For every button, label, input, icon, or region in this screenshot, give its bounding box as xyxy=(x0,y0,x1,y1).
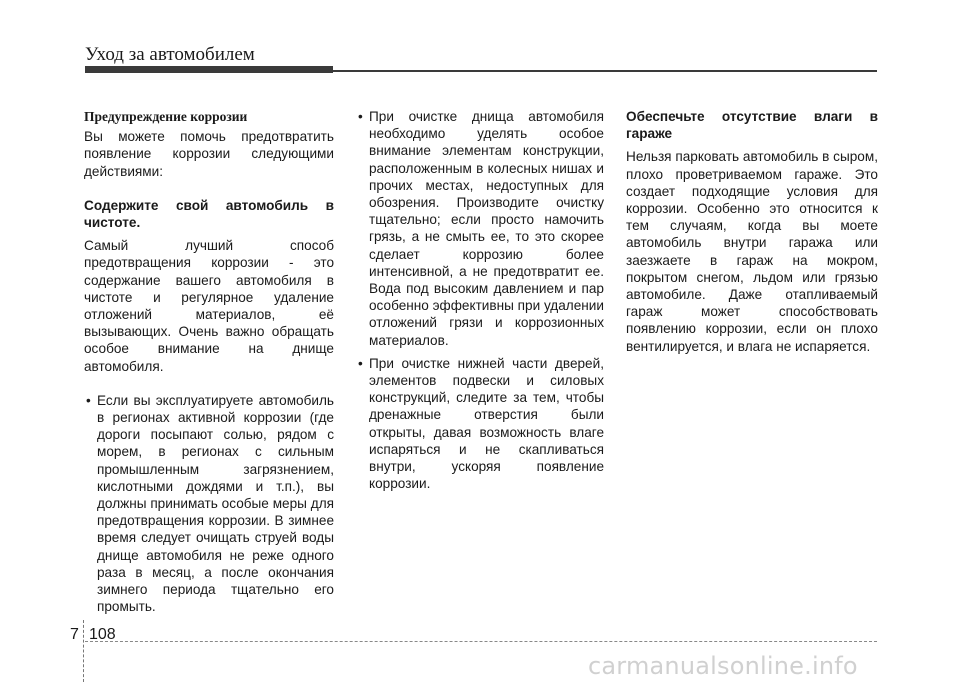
chapter-number: 7 xyxy=(70,626,79,643)
section-heading-garage: Обеспечьте отсутствие влаги в гараже xyxy=(626,109,878,142)
bullet-item-drainage: • При очистке нижней части дверей, элементов подвески и силовых конструкций, следите за тем, чтобы дренажные отверстия были открыты, давая возможность влаге испаряться и не скапливаться внутри, ускоряя появление коррозии. xyxy=(358,355,604,492)
bullet-icon: • xyxy=(358,109,363,124)
watermark: carmanualsonline.info xyxy=(588,652,858,680)
section-heading-corrosion: Предупреждение коррозии xyxy=(84,109,248,124)
garage-paragraph: Нельзя парковать автомобиль в сыром, плохо проветриваемом гараже. Это создает подходящие условия для коррозии. Особенно это относится к тем случаям, когда вы моете автомобиль внутри гаража или заезжаете в гараж на мокром, покрытом снегом, льдом или грязью автомобиле. Даже отапливаемый гараж может способствовать появлению коррозии, если он плохо вентилируется, и влага не испаряется. xyxy=(626,149,878,354)
bullet-icon: • xyxy=(86,392,91,408)
header-bar-thick xyxy=(85,66,333,73)
intro-paragraph: Вы можете помочь предотвратить появление коррозии следующими действиями: xyxy=(84,129,334,179)
column-right xyxy=(626,108,878,355)
page-header-title: Уход за автомобилем xyxy=(85,44,255,65)
subheading-clean-car: Содержите свой автомобиль в чистоте. xyxy=(84,197,334,231)
bullet-item-underbody: • При очистке днища автомобиля необходимо уделять особое внимание элементам конструкции, расположенным в колесных нишах и прочих местах, недоступных для обозрения. Производите очистку тщательно; если просто намочить грязь, а не смыть ее, то это скорее сделает коррозию более интенсивной, а не предотвратит ее. Вода под высоким давлением и пар особенно эффективны при удалении отложений грязи и коррозионных материалов. xyxy=(358,109,604,348)
clean-car-paragraph: Самый лучший способ предотвращения коррозии - это содержание вашего автомобиля в чистоте и регулярное удаление отложений материалов, её вызывающих. Очень важно обращать особое внимание на днище автомобиля. xyxy=(84,238,334,374)
header-rule xyxy=(333,70,877,72)
column-left xyxy=(84,108,334,615)
bullet-item-regions: • Если вы эксплуатируете автомобиль в регионах активной коррозии (где дороги посыпают солью, рядом с морем, в регионах с сильным промышленным загрязнением, кислотными дождями и т.п.), вы должны принимать особые меры для предотвращения коррозии. В зимнее время следует очищать струей воды днище автомобиля не реже одного раза в месяц, а после окончания зимнего периода тщательно его промыть. xyxy=(86,392,334,615)
column-middle xyxy=(356,108,604,492)
bullet-icon: • xyxy=(358,355,363,371)
footer-divider-horizontal xyxy=(85,641,877,642)
page-number: 108 xyxy=(89,626,116,643)
footer-divider-vertical xyxy=(83,620,84,682)
